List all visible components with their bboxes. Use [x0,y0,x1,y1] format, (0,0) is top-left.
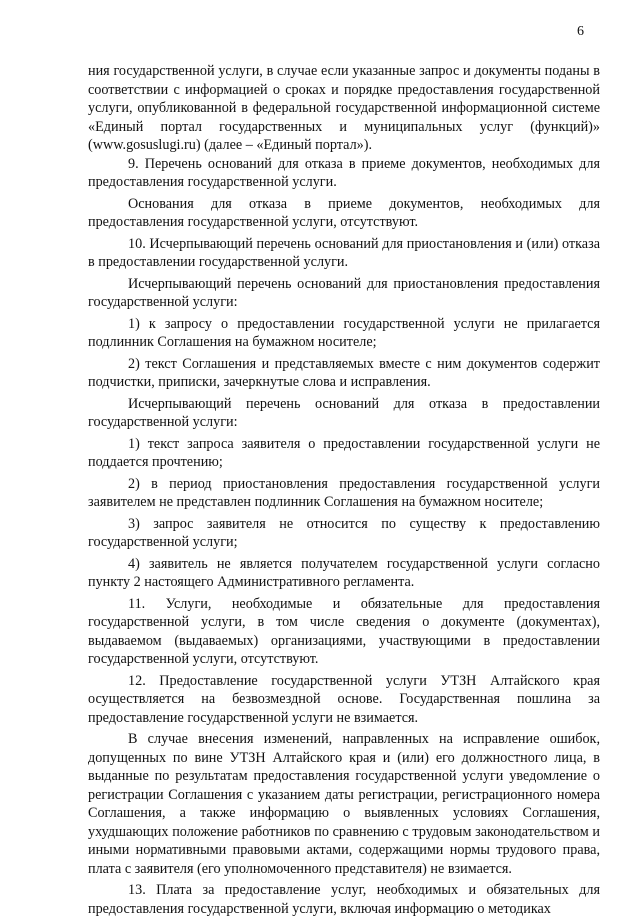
paragraph-item-10: 10. Исчерпывающий перечень оснований для приостановления и (или) отказа в предоставлении государственной услуги. [88,235,600,270]
paragraph-continuation: ния государственной услуги, в случае если указанные запрос и документы поданы в соответствии с информацией о сроках и порядке предоставления государственной услуги, опубликованной в федеральной государственной информационной системе «Единый портал государственных и муниципальных услуг (функций)» (www.gosuslugi.ru) (далее – «Единый портал»). [88,63,600,153]
list-item-suspension-2: 2) текст Соглашения и представляемых вместе с ним документов содержит подчистки, приписки, зачеркнутые слова и исправления. [88,355,600,390]
list-item-refusal-3: 3) запрос заявителя не относится по существу к предоставлению государственной услуги; [88,515,600,550]
paragraph-refusal-grounds: Основания для отказа в приеме документов, необходимых для предоставления государственной услуги, отсутствуют. [88,195,600,230]
list-item-suspension-1: 1) к запросу о предоставлении государственной услуги не прилагается подлинник Соглашения на бумажном носителе; [88,315,600,350]
document-body [88,62,600,918]
paragraph-item-13: 13. Плата за предоставление услуг, необходимых и обязательных для предоставления государственной услуги, включая информацию о методиках [88,882,600,917]
paragraph-suspension-list-intro: Исчерпывающий перечень оснований для приостановления предоставления государственной услуги: [88,275,600,310]
page-number: 6 [577,24,584,39]
list-item-refusal-4: 4) заявитель не является получателем государственной услуги согласно пункту 2 настоящего Административного регламента. [88,555,600,590]
paragraph-item-12: 12. Предоставление государственной услуги УТЗН Алтайского края осуществляется на безвозмездной основе. Государственная пошлина за предоставление государственной услуги не взимается. [88,672,600,726]
paragraph-refusal-list-intro: Исчерпывающий перечень оснований для отказа в предоставлении государственной услуги: [88,395,600,430]
list-item-refusal-2: 2) в период приостановления предоставления государственной услуги заявителем не представлен подлинник Соглашения на бумажном носителе; [88,475,600,510]
paragraph-error-correction: В случае внесения изменений, направленных на исправление ошибок, допущенных по вине УТЗН Алтайского края и (или) его должностного лица, в выданные по результатам предоставления государственной услуги уведомление о регистрации Соглашения с указанием даты регистрации, регистрационного номера Соглашения, а также информацию о выявленных условиях Соглашения, ухудшающих положение работников по сравнению с трудовым законодательством и иными нормативными правовыми актами, содержащими нормы трудового права, плата с заявителя (его уполномоченного представителя) не взимается. [88,731,600,877]
list-item-refusal-1: 1) текст запроса заявителя о предоставлении государственной услуги не поддается прочтению; [88,435,600,470]
paragraph-item-9: 9. Перечень оснований для отказа в приеме документов, необходимых для предоставления государственной услуги. [88,155,600,190]
paragraph-item-11: 11. Услуги, необходимые и обязательные для предоставления государственной услуги, в том числе сведения о документе (документах), выдаваемом (выдаваемых) организациями, участвующими в предоставлении государственной услуги, отсутствуют. [88,595,600,667]
